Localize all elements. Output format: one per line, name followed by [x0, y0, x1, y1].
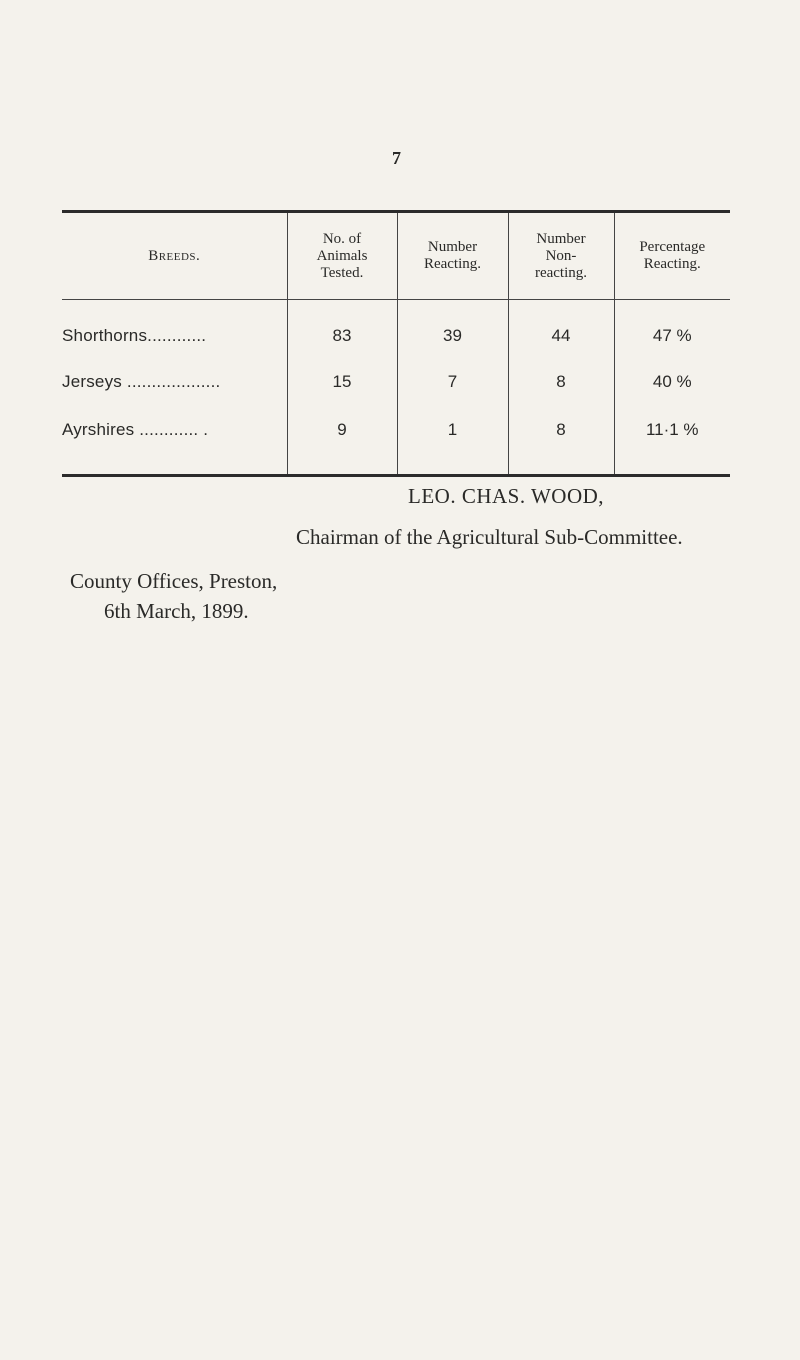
table-row — [62, 406, 730, 474]
breed-cell: Ayrshires ............ . — [62, 420, 209, 439]
address-block — [70, 566, 277, 626]
reacting-cell: 1 — [397, 406, 508, 474]
address-date: 6th March, 1899. — [104, 599, 249, 623]
breeds-table — [62, 210, 730, 477]
tested-cell: 15 — [287, 358, 397, 406]
signatory-name: LEO. CHAS. WOOD, — [408, 484, 605, 508]
percentage-cell: 40 % — [614, 358, 730, 406]
header-percentage-reacting: Percentage Reacting. — [614, 213, 730, 300]
reacting-cell: 7 — [397, 358, 508, 406]
percentage-cell: 47 % — [614, 300, 730, 359]
table-bottom-rule — [62, 474, 730, 477]
non-reacting-cell: 8 — [508, 358, 614, 406]
header-breeds: Breeds. — [62, 213, 287, 300]
reacting-cell: 39 — [397, 300, 508, 359]
table-row — [62, 358, 730, 406]
breed-cell: Shorthorns............ — [62, 326, 207, 345]
percentage-cell: 11·1 % — [614, 406, 730, 474]
header-number-non-reacting: Number Non- reacting. — [508, 213, 614, 300]
non-reacting-cell: 44 — [508, 300, 614, 359]
signatory-title: Chairman of the Agricultural Sub-Committee. — [296, 525, 683, 549]
header-number-reacting: Number Reacting. — [397, 213, 508, 300]
header-animals-tested: No. of Animals Tested. — [287, 213, 397, 300]
table-row — [62, 300, 730, 359]
table-header-row — [62, 213, 730, 300]
non-reacting-cell: 8 — [508, 406, 614, 474]
page-number: 7 — [392, 148, 401, 168]
tested-cell: 9 — [287, 406, 397, 474]
address-place: County Offices, Preston, — [70, 569, 278, 593]
breed-cell: Jerseys ................... — [62, 372, 221, 391]
tested-cell: 83 — [287, 300, 397, 359]
